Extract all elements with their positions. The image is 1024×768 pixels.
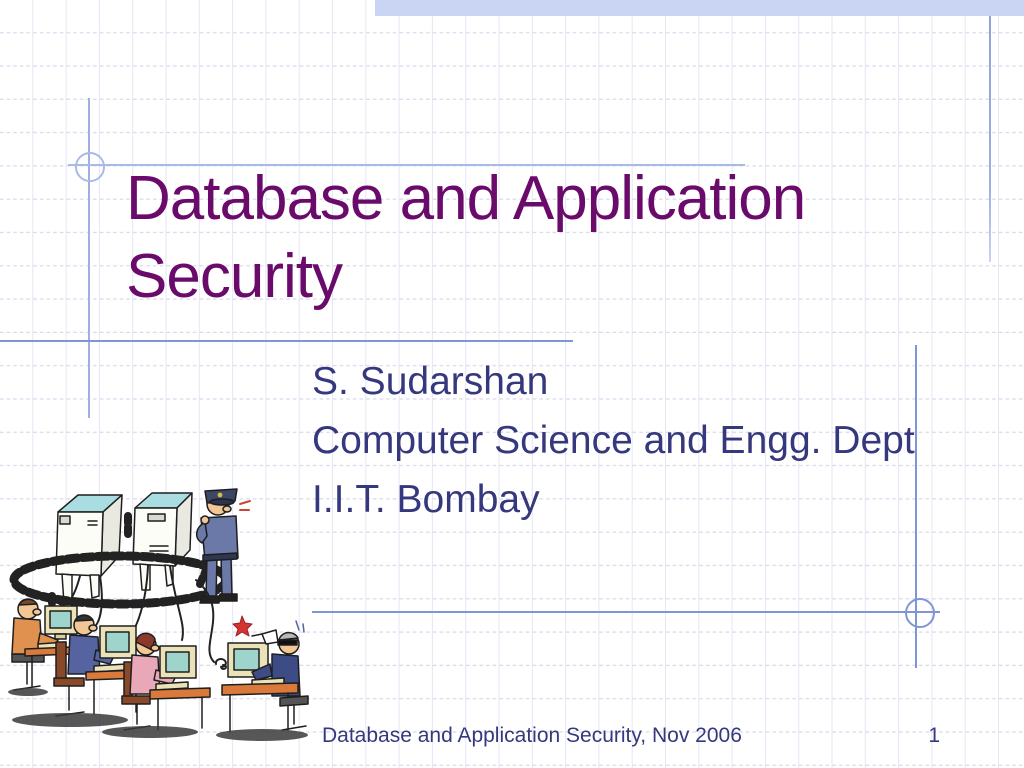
- rule-below-title: [0, 340, 573, 342]
- rule-below-subtitle: [312, 611, 940, 613]
- slide-number: 1: [928, 724, 940, 747]
- top-accent-band: [375, 0, 1024, 16]
- title-circle-ornament: [75, 152, 105, 182]
- masked-intruder: [222, 616, 308, 732]
- subtitle-institute: I.I.T. Bombay: [312, 478, 540, 521]
- subtitle-department: Computer Science and Engg. Dept: [312, 419, 915, 462]
- slide-title: Database and Application Security: [126, 164, 806, 311]
- left-accent-line: [88, 98, 90, 418]
- slide-subtitle: [312, 352, 932, 529]
- subtitle-author: S. Sudarshan: [312, 360, 549, 403]
- subtitle-circle-ornament: [905, 598, 935, 628]
- server-tower-1: [56, 495, 122, 604]
- secured-computers-clipart: [0, 458, 320, 758]
- policeman: [197, 489, 250, 603]
- office-worker-1: [12, 599, 77, 690]
- server-tower-2: [133, 493, 192, 590]
- footer-text: Database and Application Security, Nov 2006: [322, 724, 742, 747]
